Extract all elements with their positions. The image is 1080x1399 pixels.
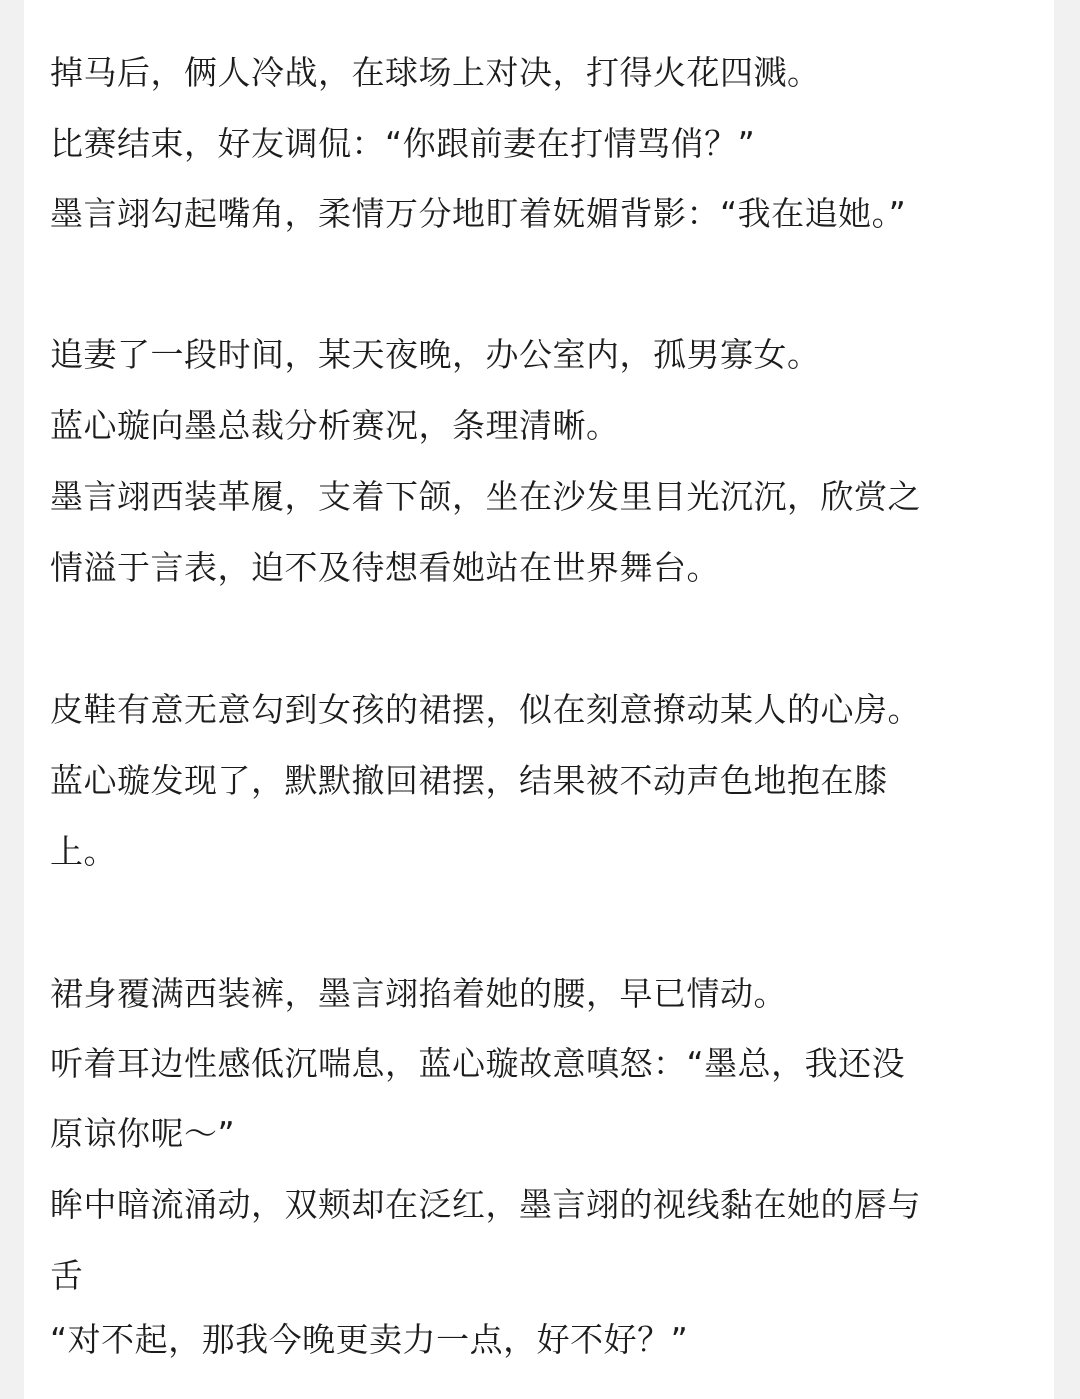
text-line: 裙身覆满西装裤，墨言翊掐着她的腰，早已情动。 [50, 974, 787, 1013]
text-line: 比赛结束，好友调侃：“你跟前妻在打情骂俏？” [50, 124, 756, 163]
text-line: 听着耳边性感低沉喘息，蓝心璇故意嗔怒：“墨总，我还没 [50, 1044, 906, 1083]
text-line: 蓝心璇发现了，默默撤回裙摆，结果被不动声色地抱在膝 [50, 761, 888, 800]
text-line: 掉马后，俩人冷战，在球场上对决，打得火花四溅。 [50, 53, 821, 92]
text-line: 原谅你呢～” [50, 1114, 236, 1153]
text-line: 皮鞋有意无意勾到女孩的裙摆，似在刻意撩动某人的心房。 [50, 690, 921, 729]
text-line: 墨言翊西装革履，支着下颌，坐在沙发里目光沉沉，欣赏之 [50, 477, 921, 516]
text-line: 舌 [50, 1256, 84, 1295]
text-line: 追妻了一段时间，某天夜晚，办公室内，孤男寡女。 [50, 335, 821, 374]
text-line: 情溢于言表，迫不及待想看她站在世界舞台。 [50, 548, 720, 587]
text-line: “对不起，那我今晚更卖力一点，好不好？” [50, 1320, 689, 1359]
text-line: 蓝心璇向墨总裁分析赛况，条理清晰。 [50, 406, 620, 445]
text-line: 上。 [50, 832, 117, 871]
text-line: 眸中暗流涌动，双颊却在泛红，墨言翊的视线黏在她的唇与 [50, 1185, 921, 1224]
text-line: 墨言翊勾起嘴角，柔情万分地盯着妩媚背影：“我在追她。” [50, 194, 907, 233]
